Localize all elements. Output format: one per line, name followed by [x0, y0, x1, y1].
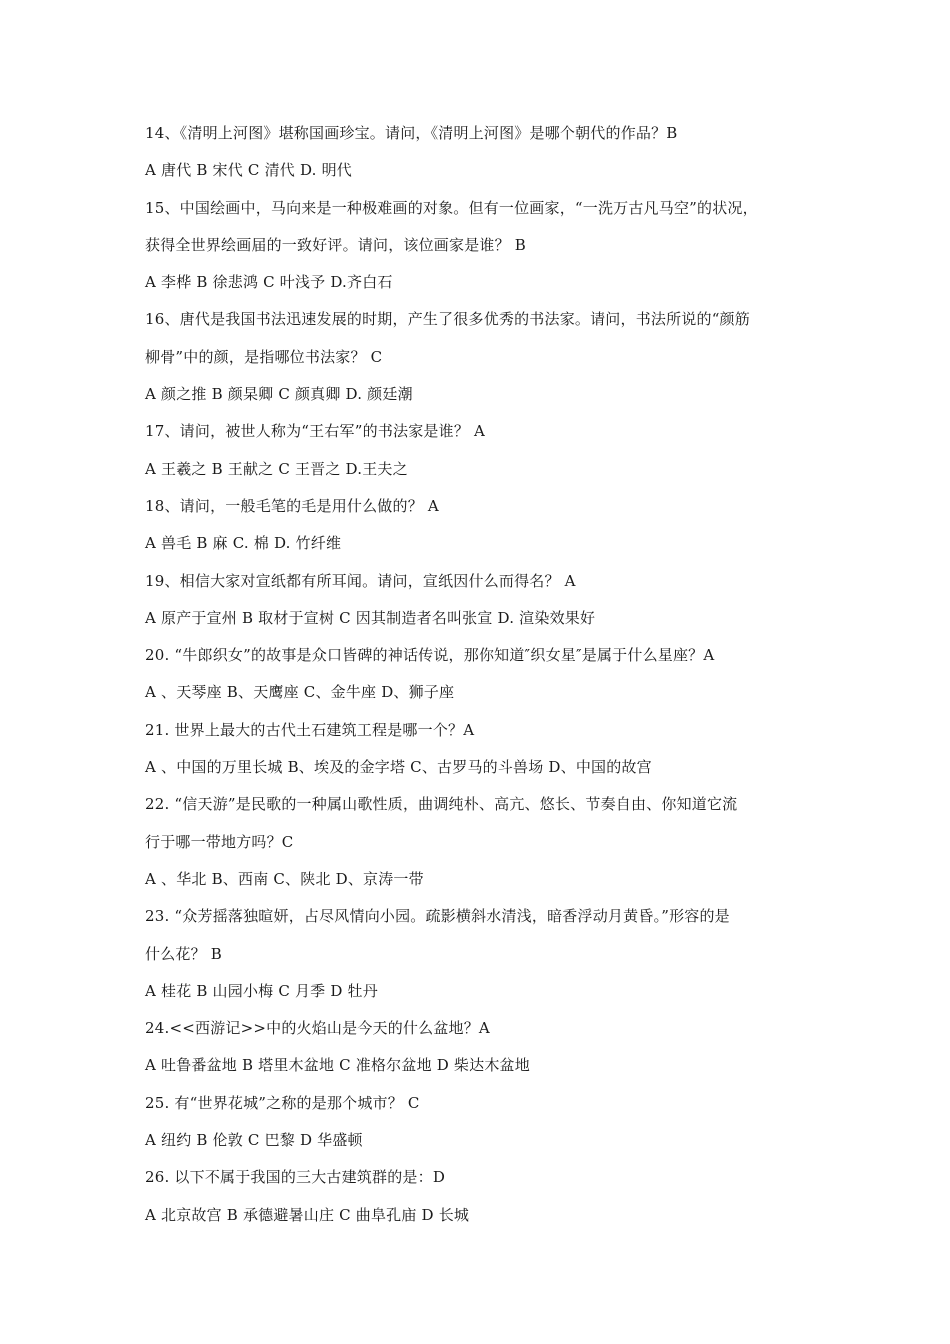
question-19: 19、相信大家对宣纸都有所耳闻。请问，宣纸因什么而得名？ A: [145, 571, 576, 590]
question-14: 14、《清明上河图》堪称国画珍宝。请问，《清明上河图》是哪个朝代的作品？B: [145, 124, 678, 142]
question-18: 18、请问，一般毛笔的毛是用什么做的？ A: [145, 496, 439, 515]
question-15-part-1: 15、中国绘画中，马向来是一种极难画的对象。但有一位画家，“一洗万古凡马空”的状况，: [145, 198, 758, 217]
options-14: A 唐代 B 宋代 C 清代 D. 明代: [145, 161, 352, 180]
options-23: A 桂花 B 山园小梅 C 月季 D 牡丹: [145, 981, 378, 1000]
question-24: 24.<<西游记>>中的火焰山是今天的什么盆地？A: [145, 1019, 490, 1038]
question-25: 25. 有“世界花城”之称的是那个城市？ C: [145, 1093, 420, 1112]
options-24: A 吐鲁番盆地 B 塔里木盆地 C 准格尔盆地 D 柴达木盆地: [145, 1056, 530, 1075]
options-16: A 颜之推 B 颜杲卿 C 颜真卿 D. 颜廷潮: [145, 385, 413, 404]
options-25: A 纽约 B 伦敦 C 巴黎 D 华盛顿: [145, 1131, 363, 1150]
question-22-part-1: 22. “信天游”是民歌的一种属山歌性质，曲调纯朴、高亢、悠长、节奏自由、你知道它流: [145, 795, 738, 814]
question-21: 21. 世界上最大的古代土石建筑工程是哪一个？A: [145, 720, 475, 739]
options-15: A 李桦 B 徐悲鸿 C 叶浅予 D.齐白石: [145, 273, 393, 292]
options-21: A 、中国的万里长城 B、埃及的金字塔 C、古罗马的斗兽场 D、中国的故宫: [145, 758, 652, 777]
question-26: 26. 以下不属于我国的三大古建筑群的是：D: [145, 1168, 446, 1187]
question-20: 20. “牛郎织女”的故事是众口皆碑的神话传说，那你知道″织女星″是属于什么星座？A: [145, 646, 715, 665]
question-23-part-1: 23. “众芳摇落独暄妍，占尽风情向小园。疏影横斜水清浅，暗香浮动月黄昏。”形容的是: [145, 907, 730, 926]
options-26: A 北京故宫 B 承德避暑山庄 C 曲阜孔庙 D 长城: [145, 1205, 470, 1224]
options-17: A 王羲之 B 王献之 C 王晋之 D.王夫之: [145, 459, 408, 478]
question-15-part-2: 获得全世界绘画届的一致好评。请问，该位画家是谁？ B: [145, 235, 526, 254]
options-18: A 兽毛 B 麻 C. 棉 D. 竹纤维: [145, 534, 342, 553]
question-16-part-2: 柳骨”中的颜，是指哪位书法家？ C: [145, 347, 383, 366]
question-17: 17、请问，被世人称为“王右军”的书法家是谁？ A: [145, 422, 486, 441]
options-19: A 原产于宣州 B 取材于宣树 C 因其制造者名叫张宣 D. 渲染效果好: [145, 608, 596, 627]
question-16-part-1: 16、唐代是我国书法迅速发展的时期，产生了很多优秀的书法家。请问，书法所说的“颜筋: [145, 310, 750, 329]
question-23-part-2: 什么花？ B: [145, 944, 222, 963]
options-20: A 、天琴座 B、天鹰座 C、金牛座 D、狮子座: [145, 683, 455, 702]
question-22-part-2: 行于哪一带地方吗？C: [145, 832, 294, 851]
options-22: A 、华北 B、西南 C、陕北 D、京涛一带: [145, 869, 424, 888]
document-page: [145, 115, 815, 1234]
